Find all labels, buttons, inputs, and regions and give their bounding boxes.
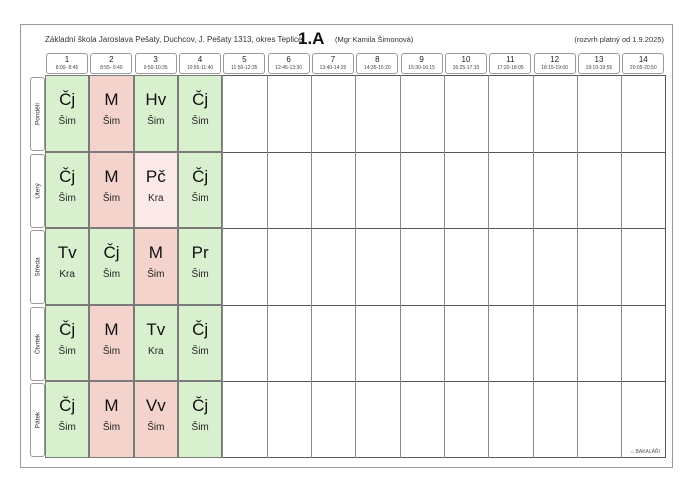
lesson-teacher: Šim (58, 116, 76, 127)
lesson-teacher: Šim (147, 422, 165, 434)
school-name: Základní škola Jaroslava Pešaty, Duchcov, J. Pešaty 1313, okres Teplice (45, 35, 303, 44)
lesson-teacher: Šim (58, 192, 76, 204)
day-label (30, 154, 45, 228)
period-header-13 (578, 53, 620, 74)
lesson-cell[interactable] (178, 75, 222, 152)
period-time: 12:45-13:30 (275, 65, 302, 71)
period-header-10 (445, 53, 487, 74)
column-divider (222, 75, 223, 458)
lesson-cell[interactable] (178, 228, 222, 305)
day-name: Pátek (34, 412, 41, 429)
period-number: 6 (286, 55, 291, 64)
lesson-subject: M (104, 319, 119, 339)
period-number: 4 (197, 55, 203, 64)
period-time: 9:50-10:35 (143, 65, 168, 71)
lesson-teacher: Kra (148, 345, 164, 357)
period-header-6 (268, 53, 310, 74)
lesson-cell[interactable] (89, 152, 133, 229)
lesson-cell[interactable] (89, 305, 133, 382)
period-number: 10 (461, 55, 471, 64)
period-number: 9 (419, 55, 424, 64)
lesson-subject: Čj (59, 90, 76, 109)
lesson-cell[interactable] (45, 305, 89, 382)
period-number: 12 (550, 55, 560, 64)
lesson-teacher: Šim (147, 116, 165, 127)
lesson-cell[interactable] (178, 152, 222, 229)
bakalari-logo-icon: ⌂ (631, 449, 635, 455)
period-number: 1 (64, 55, 70, 64)
period-time: 11:50-12:35 (231, 65, 258, 71)
day-name: Pondělí (34, 102, 41, 126)
lesson-cell[interactable] (89, 228, 133, 305)
period-header-7 (312, 53, 354, 74)
lesson-cell[interactable] (134, 381, 178, 458)
period-header-3 (135, 53, 177, 74)
period-header-5 (223, 53, 265, 74)
lesson-teacher: Šim (191, 269, 209, 281)
period-time: 8:00- 8:45 (55, 65, 79, 71)
period-number: 2 (109, 55, 114, 64)
lesson-subject: Pr (191, 243, 209, 263)
lesson-teacher: Šim (191, 116, 209, 127)
column-divider (444, 75, 445, 458)
lesson-cell[interactable] (134, 75, 178, 152)
period-number: 3 (153, 55, 158, 64)
lesson-subject: Čj (59, 166, 76, 186)
timetable-header (21, 25, 672, 51)
period-time: 16:25-17:10 (452, 65, 480, 71)
period-number: 14 (638, 55, 648, 64)
period-time: 15:30-16:15 (408, 65, 435, 71)
day-label (30, 307, 45, 381)
column-divider (621, 75, 622, 458)
lesson-cell[interactable] (45, 152, 89, 229)
lesson-teacher: Šim (102, 345, 121, 357)
period-header-14 (622, 53, 664, 74)
day-label (30, 77, 45, 151)
column-divider (400, 75, 401, 458)
lesson-cell[interactable] (45, 381, 89, 458)
column-divider (355, 75, 356, 458)
lesson-subject: Čj (192, 319, 209, 339)
period-header-4 (179, 53, 221, 74)
lesson-cell[interactable] (89, 75, 133, 152)
validity-date: (rozvrh platný od 1.9.2025) (574, 35, 664, 44)
lesson-teacher: Šim (147, 269, 165, 281)
timetable-sheet (20, 24, 673, 468)
lesson-teacher: Šim (102, 116, 121, 127)
day-label (30, 383, 45, 457)
day-name: Úterý (34, 182, 41, 199)
lesson-subject: Čj (59, 319, 76, 339)
period-header-1 (46, 53, 88, 74)
lesson-cell[interactable] (45, 228, 89, 305)
lesson-subject: M (104, 166, 119, 186)
lesson-subject: Tv (146, 319, 166, 339)
lesson-teacher: Kra (59, 269, 75, 281)
period-number: 5 (242, 55, 247, 64)
day-name: Čtvrtek (34, 333, 41, 355)
column-divider (577, 75, 578, 458)
column-divider (533, 75, 534, 458)
period-header-11 (489, 53, 531, 74)
period-number: 13 (594, 55, 604, 64)
lesson-cell[interactable] (134, 152, 178, 229)
lesson-subject: Čj (59, 396, 76, 416)
class-name: 1.A (298, 29, 325, 48)
lesson-teacher: Šim (102, 422, 121, 434)
lesson-teacher: Šim (58, 422, 76, 434)
class-teacher: (Mgr Kamila Šimonová) (335, 35, 414, 44)
lesson-subject: M (104, 396, 119, 416)
lesson-teacher: Šim (191, 345, 209, 357)
lesson-cell[interactable] (178, 381, 222, 458)
lesson-subject: Vv (145, 396, 166, 416)
lesson-cell[interactable] (134, 228, 178, 305)
lesson-subject: Čj (192, 166, 209, 186)
period-time: 17:20-18:05 (496, 65, 524, 71)
period-time: 19:10-19:55 (585, 65, 613, 71)
lesson-teacher: Šim (102, 269, 121, 281)
period-number: 11 (506, 55, 515, 64)
period-header-9 (401, 53, 443, 74)
lesson-teacher: Šim (191, 192, 209, 204)
lesson-cell[interactable] (89, 381, 133, 458)
lesson-subject: Tv (57, 243, 77, 263)
lesson-teacher: Kra (148, 192, 164, 204)
lesson-cell[interactable] (45, 75, 89, 152)
lesson-cell[interactable] (178, 305, 222, 382)
period-number: 7 (330, 55, 336, 64)
lesson-subject: Pč (145, 166, 166, 186)
day-label (30, 230, 45, 304)
column-divider (311, 75, 312, 458)
period-time: 13:40-14:25 (319, 65, 347, 71)
period-header-2 (90, 53, 132, 74)
period-time: 20:05-20:50 (629, 65, 657, 71)
period-time: 18:15-19:00 (541, 65, 568, 71)
lesson-teacher: Šim (191, 422, 209, 434)
period-time: 8:55- 9:40 (100, 65, 123, 71)
period-header-12 (534, 53, 576, 74)
lesson-subject: Čj (103, 243, 120, 263)
period-number: 8 (375, 55, 380, 64)
lesson-subject: Čj (192, 90, 209, 109)
lesson-teacher: Šim (102, 192, 121, 204)
lesson-teacher: Šim (58, 345, 76, 357)
day-name: Středa (34, 257, 41, 277)
column-divider (488, 75, 489, 458)
period-time: 10:55-11:40 (186, 65, 214, 71)
lesson-cell[interactable] (134, 305, 178, 382)
period-time: 14:35-15:20 (363, 65, 391, 71)
bakalari-logo: ⌂ BAKALÁŘI (631, 449, 660, 455)
lesson-subject: Čj (192, 396, 209, 416)
period-header-8 (356, 53, 398, 74)
lesson-subject: Hv (145, 90, 167, 109)
lesson-subject: M (148, 243, 163, 263)
column-divider (267, 75, 268, 458)
lesson-subject: M (104, 90, 119, 109)
